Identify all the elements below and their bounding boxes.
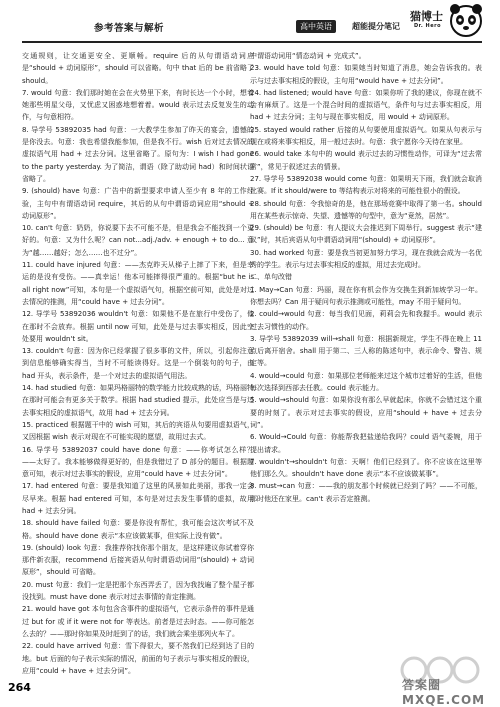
page-number: 264: [8, 681, 31, 694]
brand-subtitle: Dr. Hero: [414, 23, 442, 29]
header-title: 参考答案与解析: [94, 23, 165, 34]
page-header: [0, 0, 500, 42]
answer-paragraph: 19. (should) look 句意：我推荐你找你那个朋友，是这样建议你试着穿你那件新衣服，recommend 后接宾语从句时谓语动词用“(should) + 动词原形”，should 可省略。: [22, 543, 254, 577]
answer-paragraph: 二、单句改错: [250, 273, 292, 282]
answer-paragraph: 18. should have failed 句意：要是你没有帮忙，我可能会这次考试不及格。should have done 表示“本应该做某事，但实际上没有做”。: [22, 519, 254, 540]
answer-paragraph: 11. could have injured 句意：——杰克昨天从梯子上摔了下来，但是幸运的是没有受伤。——真幸运！他本可能摔得很严重的。根据“but he is all right now”可知，本句是一个虚拟语气句，根据空前可知，此处是对过去情况的推测，用“could have + 过去分词”。: [22, 261, 254, 306]
answer-paragraph: 5. would→should 句意：如果你没有那么早就起床，你就不会错过这个重要的时刻了。表示对过去事实的假设，应用“should + have + 过去分词”。: [250, 396, 482, 429]
answer-paragraph: 6. Would→Could 句意：你能帮我把盐递给我吗？could 语气委婉，用于提出请求。: [250, 433, 482, 454]
series-name: 超能提分笔记: [352, 22, 400, 31]
subject-tag: 高中英语: [296, 20, 336, 33]
brand-name: 猫博士: [410, 10, 443, 23]
panda-logo-icon: [448, 2, 484, 38]
answer-paragraph: 13. couldn't 句意：因为你已经掌握了很多事的文件，所以，引起你注意到信息能够确实得当，当时不可能读得好。这是一个倒装句的句子，由 had 开头，表示条件，是一个对过去的虚拟语气用法。: [22, 347, 254, 380]
answer-paragraph: 24. had listened; would have 句意：如果你听了我的建议，你现在就不会有麻烦了。这是一个混合时间的虚拟语气，条件句与过去事实相反，用 had + 过去分词；主句与现在事实相反，用 would + 动词原形。: [250, 88, 482, 122]
answer-paragraph: 25. stayed would rather 后接的从句要使用虚拟语气。如果从句表示与现在或将来事实相反，用一般过去时。句意：我宁愿你今天待在家里。: [250, 125, 482, 147]
answer-paragraph: 7. wouldn't→shouldn't 句意：天啊！他们已经到了。你不应该在这里等他们那么久。shouldn't have done 表示“本不应该做某事”。: [250, 457, 482, 479]
answer-paragraph: 8. 导学号 53892035 had 句意：一大教学生参加了昨天的宴会，遗憾的是你没去。句意：我也希望我能参加，但是我不行。wish 后对过去情况的虚拟语气用 had + 过去分词。这里省略了。原句为：I wish I had gone to the party yesterday. 为了简洁，谓语（除了助动词 had）和时间状语省略了。: [22, 125, 254, 183]
header-rule: [22, 41, 482, 43]
answer-paragraph: 23. would have told 句意：如果她当时知道了消息，她会告诉我的。表示与过去事实相反的假设，主句用“would have + 过去分词”。: [250, 64, 482, 85]
answer-paragraph: 1. May→Can 句意：玛丽，现在你有机会作为交换生到新加坡学习一年。你想去吗？Can 用于疑问句表示推测或可能性，may 不用于疑问句。: [250, 285, 482, 306]
answer-paragraph: 4. would→could 句意：如果那位老师能来过这个城市过着好的生活，但他每次选择到西部去任教。could 表示能力。: [250, 371, 482, 393]
watermark-text: 答案圈 MXQE.COM: [402, 678, 486, 707]
answer-paragraph: 15. practiced 根据题干中的 wish 可知，其后的宾语从句要用虚拟语气，又因根据 wish 表示对现在不可能实现的愿望，故用过去式。: [22, 420, 254, 442]
answer-paragraph: 17. had entered 句意：要是我知道了这里的风景如此美丽，那我一定会尽早来。根据 had entered 可知，本句是对过去发生事情的虚拟，故用 had + 过去分词。: [22, 482, 254, 515]
answer-paragraph: 26. would take 本句中的 would 表示过去的习惯性动作，可译为“过去常常”，常见于叙述过去的情景。: [250, 150, 482, 171]
answer-paragraph: 12. 导学号 53892036 wouldn't 句意：如果他不是在旅行中受伤了，他在那时不会放弃。根据 until now 可知，此处是与过去事实相反，因此空处要用 wouldn't sit。: [22, 310, 254, 343]
answer-paragraph: 28. should 句意：令我惊奇的是，他在那场竞赛中取得了第一名。should 用在某些表示惊奇、失望、遗憾等的句型中，意为“竟然，居然”。: [250, 199, 482, 220]
answer-paragraph: 14. had studied 句意：如果玛格丽特的数学能力比较成熟的话，玛格丽特在那时可能会有更多关于数学。根据 had studied 提示，此处应当是与过去事实相反的虚拟语气，故用 had + 过去分词。: [22, 384, 254, 417]
answer-paragraph: 20. must 句意：我们一定是把那个东西弄丢了，因为我找遍了整个屋子都没找到。must have done 表示对过去事情的肯定推测。: [22, 580, 254, 602]
answer-paragraph: 10. can't 句意：奶奶，你说要下去不可能不是，但是我会不能找到一个更好的。句意：又为什么呢？can not...adj./adv. + enough + to do... 意为“越……越好；怎么……也不过分”。: [22, 224, 254, 257]
answer-paragraph: 9. (should) have 句意：广告中的新型要求申请人至少有 8 年的工作经验，主句中有谓语动词 require，其后的从句中谓语动词应用“should + 动词原形”。: [22, 187, 254, 220]
answer-paragraph: 30. had worked 句意：要是我当初更加努力学习，现在我就会成为一名优秀的学生。表示与过去事实相反的虚拟，用过去完成时。: [250, 248, 482, 270]
answer-paragraph: 22. could have arrived 句意：雪下得很大，要不然我们已经到达了目的地。but 后面的句子表示实际的情况，前面的句子表示与事实相反的假设，应用“could + have + 过去分词”。: [22, 642, 254, 675]
answer-paragraph: 21. would have got 本句包含含事件的虚拟语气，它表示条件的事件是通过 but for 或 if it were not for 等表达。前者是过去时态。——你可能怎么去的？——那时你如果及时赶到了的话，我们就会乘坐那列火车了。: [22, 605, 254, 638]
answer-paragraph: 8. must→can 句意：——我的朋友那个时候就已经到了吗？——不可能，那时他还在家里。can't 表示否定推测。: [250, 482, 482, 503]
answer-paragraph: 27. 导学号 53892038 would come 句意：如果明天下雨，我们就会取消比赛。If it should/were to 等结构表示对将来的可能性很小的假设。: [250, 174, 482, 196]
answer-paragraph: 29. (should) be 句意：有人提议大会推迟到下周举行。suggest 表示“建议”时，其后宾语从句中谓语动词用“(should) + 动词原形”。: [250, 224, 482, 245]
answer-paragraph: 中谓语动词用“情态动词 + 完成式”。: [250, 52, 366, 60]
answer-paragraph: 2. could→would 句意：每当我们见面，莉莉会先和我握手。would 表示过去习惯性的动作。: [250, 310, 482, 331]
answer-paragraph: 16. 导学号 53892037 could have done 句意：——你考试怎么样？——太好了。我本能够做得更好的，但是我错过了 D 部分的题目。根据题意可知，表示对过去事实的假设，应用“could have + 过去分词”。: [22, 445, 254, 479]
answer-paragraph: 7. would 句意：我们那时她在会在火势里下来，有时长达一个小时，想着她那些明星父母，又忧虑又困惑地想着着。would 表示过去反复发生的动作，与句意相符。: [22, 88, 254, 122]
answer-paragraph: 3. 导学号 53892039 will→shall 句意：根据新规定，学生不得在晚上 11 点后离开宿舍。shall 用于第二、三人称的陈述句中，表示命令、警告、规定等。: [250, 334, 482, 368]
answer-paragraph: 交通规则，让交通更安全、更顺畅。require 后的从句谓语动词应是“should + 动词原形”，should 可以省略。句中 that 后的 be 前省略了 should。: [22, 52, 254, 85]
right-column: [250, 50, 482, 675]
left-column: [22, 50, 254, 675]
